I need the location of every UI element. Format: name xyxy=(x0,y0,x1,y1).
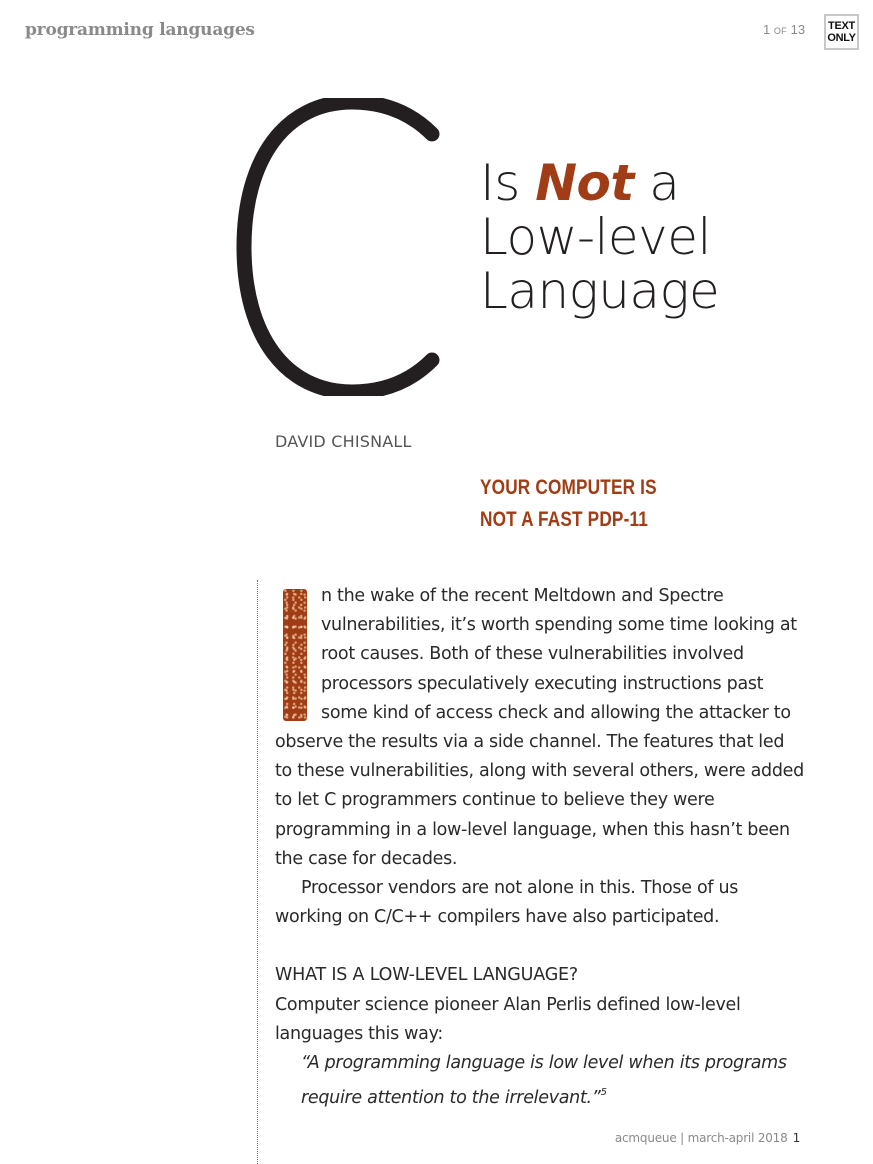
page-of: OF xyxy=(773,26,787,36)
subtitle-line2: NOT A FAST PDP-11 xyxy=(480,508,649,531)
title-line2: Low-level xyxy=(480,208,711,266)
page-total: 13 xyxy=(790,22,806,37)
section-heading: WHAT IS A LOW-LEVEL LANGUAGE? xyxy=(275,965,579,986)
big-c-letter xyxy=(236,98,440,396)
article-title xyxy=(480,156,719,318)
subtitle-line1: YOUR COMPUTER IS xyxy=(480,476,657,499)
drop-cap-i xyxy=(283,589,307,721)
paragraph-1: n the wake of the recent Meltdown and Spectre vulnerabilities, it’s worth spending some time looking at root causes. Both of these vulnerabilities involved processors speculatively executing instructions past some kind of access check and allowing the attacker to observe the results via a side channel. The features that led to these vulnerabilities, along with several others, were added to let C programmers continue to believe they were programming in a low-level language, when this hasn’t been the case for decades. xyxy=(275,586,804,869)
section-label: programming languages xyxy=(25,20,255,40)
page-current: 1 xyxy=(763,22,771,37)
article-subtitle xyxy=(480,472,657,536)
spacer xyxy=(275,932,805,961)
quote-reference[interactable]: 5 xyxy=(600,1087,607,1099)
footer-page-number: 1 xyxy=(792,1131,800,1145)
quote-text: “A programming language is low level when its programs require attention to the irrelevant.” xyxy=(301,1053,787,1109)
text-only-button[interactable] xyxy=(824,14,859,50)
text-only-line2: ONLY xyxy=(827,32,856,44)
big-c-glyph xyxy=(236,98,440,396)
block-quote xyxy=(275,1049,805,1113)
column-rule xyxy=(257,580,258,1164)
footer-publication: acmqueue | march-april 2018 xyxy=(614,1131,788,1145)
section-paragraph: Computer science pioneer Alan Perlis defined low-level languages this way: xyxy=(275,994,741,1044)
paragraph-2: Processor vendors are not alone in this. Those of us working on C/C++ compilers have also participated. xyxy=(275,878,739,928)
page-counter xyxy=(763,22,805,37)
author-name: DAVID CHISNALL xyxy=(275,432,412,451)
article-body xyxy=(275,582,805,1113)
text-only-line1: TEXT xyxy=(828,20,855,32)
title-line3: Language xyxy=(480,262,720,320)
title-not: Not xyxy=(535,154,634,212)
page-footer xyxy=(615,1131,800,1145)
title-is: Is xyxy=(480,154,520,212)
title-a: a xyxy=(649,154,680,212)
